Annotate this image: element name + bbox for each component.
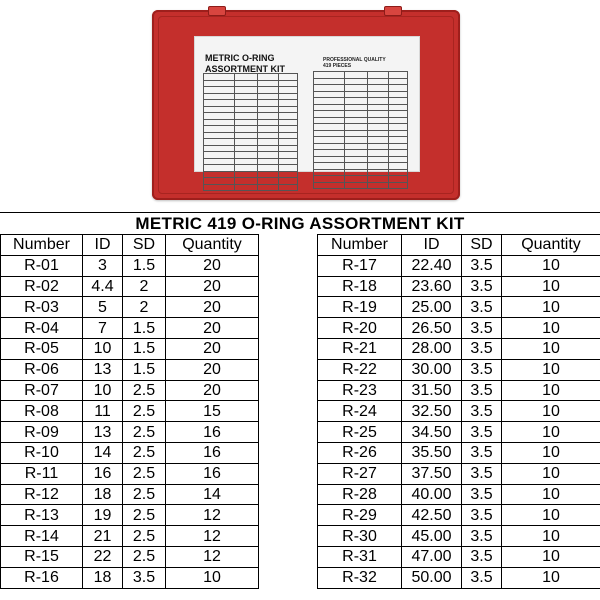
mini-cell xyxy=(345,182,368,189)
table-cell: 2 xyxy=(123,276,166,297)
table-cell: R-24 xyxy=(318,401,402,422)
mini-cell xyxy=(389,182,408,189)
table-cell: 1.5 xyxy=(123,359,166,380)
table-row xyxy=(1,505,259,526)
table-cell: 20 xyxy=(166,255,259,276)
table-cell: R-01 xyxy=(1,255,83,276)
table-cell: R-14 xyxy=(1,526,83,547)
table-row xyxy=(1,484,259,505)
table-cell: 3 xyxy=(83,255,123,276)
table-cell: R-17 xyxy=(318,255,402,276)
table-cell: R-07 xyxy=(1,380,83,401)
table-row xyxy=(1,297,259,318)
table-cell: 18 xyxy=(83,484,123,505)
mini-cell xyxy=(258,184,279,191)
table-row xyxy=(318,276,600,297)
table-cell: 12 xyxy=(166,526,259,547)
table-cell: 42.50 xyxy=(402,505,462,526)
table-cell: 47.00 xyxy=(402,546,462,567)
table-cell: 10 xyxy=(502,318,600,339)
table-cell: 14 xyxy=(83,442,123,463)
latch-right xyxy=(384,6,402,16)
table-cell: 3.5 xyxy=(462,505,502,526)
table-cell: R-31 xyxy=(318,546,402,567)
column-header: Quantity xyxy=(166,235,259,256)
table-cell: 10 xyxy=(502,380,600,401)
table-cell: 13 xyxy=(83,359,123,380)
table-cell: R-28 xyxy=(318,484,402,505)
table-cell: 16 xyxy=(83,463,123,484)
table-row xyxy=(1,546,259,567)
table-cell: 32.50 xyxy=(402,401,462,422)
table-cell: R-03 xyxy=(1,297,83,318)
table-cell: 45.00 xyxy=(402,526,462,547)
box-label-mini-table-right xyxy=(313,71,408,189)
box-label-mini-table-left xyxy=(203,73,298,191)
latch-left xyxy=(208,6,226,16)
table-cell: 3.5 xyxy=(462,567,502,588)
table-row xyxy=(318,255,600,276)
table-cell: 2.5 xyxy=(123,463,166,484)
table-cell: 3.5 xyxy=(462,276,502,297)
table-cell: R-21 xyxy=(318,338,402,359)
table-cell: R-19 xyxy=(318,297,402,318)
box-label-title xyxy=(205,53,285,75)
table-cell: R-10 xyxy=(1,442,83,463)
table-cell: 3.5 xyxy=(462,359,502,380)
table-cell: 10 xyxy=(502,484,600,505)
table-cell: 22 xyxy=(83,546,123,567)
table-cell: 3.5 xyxy=(462,442,502,463)
table-cell: 10 xyxy=(502,442,600,463)
table-cell: 40.00 xyxy=(402,484,462,505)
table-cell: 10 xyxy=(502,338,600,359)
column-header: Number xyxy=(318,235,402,256)
table-cell: R-23 xyxy=(318,380,402,401)
table-row xyxy=(318,380,600,401)
table-cell: R-30 xyxy=(318,526,402,547)
table-cell: R-08 xyxy=(1,401,83,422)
table-cell: 3.5 xyxy=(462,318,502,339)
table-cell: 19 xyxy=(83,505,123,526)
table-cell: 4.4 xyxy=(83,276,123,297)
table-cell: 20 xyxy=(166,380,259,401)
table-cell: 10 xyxy=(502,276,600,297)
table-cell: 7 xyxy=(83,318,123,339)
table-cell: 10 xyxy=(502,422,600,443)
table-row xyxy=(1,526,259,547)
column-header: SD xyxy=(123,235,166,256)
table-cell: 1.5 xyxy=(123,255,166,276)
column-header: Quantity xyxy=(502,235,600,256)
table-cell: R-02 xyxy=(1,276,83,297)
table-cell: R-05 xyxy=(1,338,83,359)
table-cell: R-25 xyxy=(318,422,402,443)
mini-cell xyxy=(204,184,235,191)
table-cell: 22.40 xyxy=(402,255,462,276)
table-row xyxy=(318,567,600,588)
table-cell: 2.5 xyxy=(123,526,166,547)
table-header-row xyxy=(1,235,259,256)
table-cell: R-18 xyxy=(318,276,402,297)
mini-cell xyxy=(314,182,345,189)
table-cell: R-27 xyxy=(318,463,402,484)
table-cell: 2.5 xyxy=(123,380,166,401)
mini-cell xyxy=(235,184,258,191)
table-cell: R-20 xyxy=(318,318,402,339)
table-cell: 10 xyxy=(502,255,600,276)
table-cell: R-29 xyxy=(318,505,402,526)
table-cell: 3.5 xyxy=(462,422,502,443)
table-cell: 3.5 xyxy=(462,463,502,484)
table-cell: 50.00 xyxy=(402,567,462,588)
table-row xyxy=(318,546,600,567)
table-cell: 2.5 xyxy=(123,401,166,422)
table-row xyxy=(1,567,259,588)
table-cell: R-12 xyxy=(1,484,83,505)
table-cell: 20 xyxy=(166,297,259,318)
table-row xyxy=(1,338,259,359)
table-cell: 16 xyxy=(166,463,259,484)
box-label-title-line2: ASSORTMENT KIT xyxy=(205,64,285,74)
table-cell: 20 xyxy=(166,318,259,339)
table-cell: 3.5 xyxy=(462,255,502,276)
table-cell: 11 xyxy=(83,401,123,422)
column-header: ID xyxy=(402,235,462,256)
table-header-row xyxy=(318,235,600,256)
table-cell: 2.5 xyxy=(123,546,166,567)
table-row xyxy=(318,484,600,505)
table-cell: 10 xyxy=(166,567,259,588)
table-cell: 13 xyxy=(83,422,123,443)
table-row xyxy=(318,526,600,547)
mini-row xyxy=(314,182,408,189)
oring-table-left xyxy=(0,234,259,589)
table-title: METRIC 419 O-RING ASSORTMENT KIT xyxy=(0,212,600,235)
table-cell: 10 xyxy=(502,297,600,318)
table-cell: 20 xyxy=(166,276,259,297)
table-cell: 3.5 xyxy=(462,484,502,505)
table-cell: 3.5 xyxy=(462,338,502,359)
table-cell: 25.00 xyxy=(402,297,462,318)
mini-row xyxy=(204,184,298,191)
table-row xyxy=(1,276,259,297)
table-cell: 18 xyxy=(83,567,123,588)
table-cell: 2.5 xyxy=(123,505,166,526)
table-cell: 12 xyxy=(166,505,259,526)
table-cell: 12 xyxy=(166,546,259,567)
table-row xyxy=(318,338,600,359)
table-cell: 21 xyxy=(83,526,123,547)
table-row xyxy=(318,401,600,422)
table-cell: 3.5 xyxy=(462,526,502,547)
table-cell: 1.5 xyxy=(123,318,166,339)
table-row xyxy=(1,401,259,422)
table-cell: R-06 xyxy=(1,359,83,380)
column-header: SD xyxy=(462,235,502,256)
table-cell: 10 xyxy=(83,380,123,401)
table-cell: 1.5 xyxy=(123,338,166,359)
column-header: Number xyxy=(1,235,83,256)
table-row xyxy=(318,359,600,380)
table-cell: 2 xyxy=(123,297,166,318)
table-cell: 28.00 xyxy=(402,338,462,359)
table-cell: R-09 xyxy=(1,422,83,443)
table-cell: 10 xyxy=(502,401,600,422)
table-cell: 2.5 xyxy=(123,442,166,463)
table-cell: 10 xyxy=(502,526,600,547)
table-cell: R-11 xyxy=(1,463,83,484)
mini-cell xyxy=(368,182,389,189)
table-row xyxy=(318,442,600,463)
table-cell: 3.5 xyxy=(462,401,502,422)
box-label-subtitle xyxy=(323,57,386,69)
table-cell: 3.5 xyxy=(462,546,502,567)
table-cell: 10 xyxy=(502,463,600,484)
column-header: ID xyxy=(83,235,123,256)
mini-cell xyxy=(279,184,298,191)
table-cell: R-22 xyxy=(318,359,402,380)
table-row xyxy=(1,359,259,380)
box-label-subtitle-line1: PROFESSIONAL QUALITY xyxy=(323,57,386,63)
table-cell: 3.5 xyxy=(462,297,502,318)
table-cell: 35.50 xyxy=(402,442,462,463)
table-row xyxy=(318,463,600,484)
box-label xyxy=(194,36,420,172)
table-cell: 26.50 xyxy=(402,318,462,339)
table-cell: R-15 xyxy=(1,546,83,567)
table-cell: 20 xyxy=(166,359,259,380)
table-row xyxy=(1,442,259,463)
table-cell: 20 xyxy=(166,338,259,359)
table-cell: 37.50 xyxy=(402,463,462,484)
table-cell: R-26 xyxy=(318,442,402,463)
table-cell: 31.50 xyxy=(402,380,462,401)
table-cell: 16 xyxy=(166,442,259,463)
table-row xyxy=(318,318,600,339)
table-cell: R-13 xyxy=(1,505,83,526)
table-cell: 14 xyxy=(166,484,259,505)
table-cell: 16 xyxy=(166,422,259,443)
box-label-subtitle-line2: 419 PIECES xyxy=(323,63,352,69)
table-cell: 3.5 xyxy=(123,567,166,588)
table-cell: 30.00 xyxy=(402,359,462,380)
oring-table-right xyxy=(317,234,600,589)
table-row xyxy=(1,255,259,276)
table-cell: 10 xyxy=(502,359,600,380)
table-cell: 23.60 xyxy=(402,276,462,297)
table-cell: R-32 xyxy=(318,567,402,588)
table-cell: R-16 xyxy=(1,567,83,588)
table-row xyxy=(1,318,259,339)
table-cell: 10 xyxy=(502,567,600,588)
table-row xyxy=(1,463,259,484)
table-row xyxy=(1,422,259,443)
table-cell: 2.5 xyxy=(123,484,166,505)
table-cell: 10 xyxy=(83,338,123,359)
table-cell: 34.50 xyxy=(402,422,462,443)
table-cell: 3.5 xyxy=(462,380,502,401)
table-row xyxy=(1,380,259,401)
table-cell: 2.5 xyxy=(123,422,166,443)
table-row xyxy=(318,422,600,443)
table-row xyxy=(318,297,600,318)
box-label-title-line1: METRIC O-RING xyxy=(205,53,275,63)
kit-box-image xyxy=(152,10,460,200)
table-cell: 10 xyxy=(502,546,600,567)
table-cell: 15 xyxy=(166,401,259,422)
table-cell: R-04 xyxy=(1,318,83,339)
table-row xyxy=(318,505,600,526)
table-cell: 5 xyxy=(83,297,123,318)
table-cell: 10 xyxy=(502,505,600,526)
